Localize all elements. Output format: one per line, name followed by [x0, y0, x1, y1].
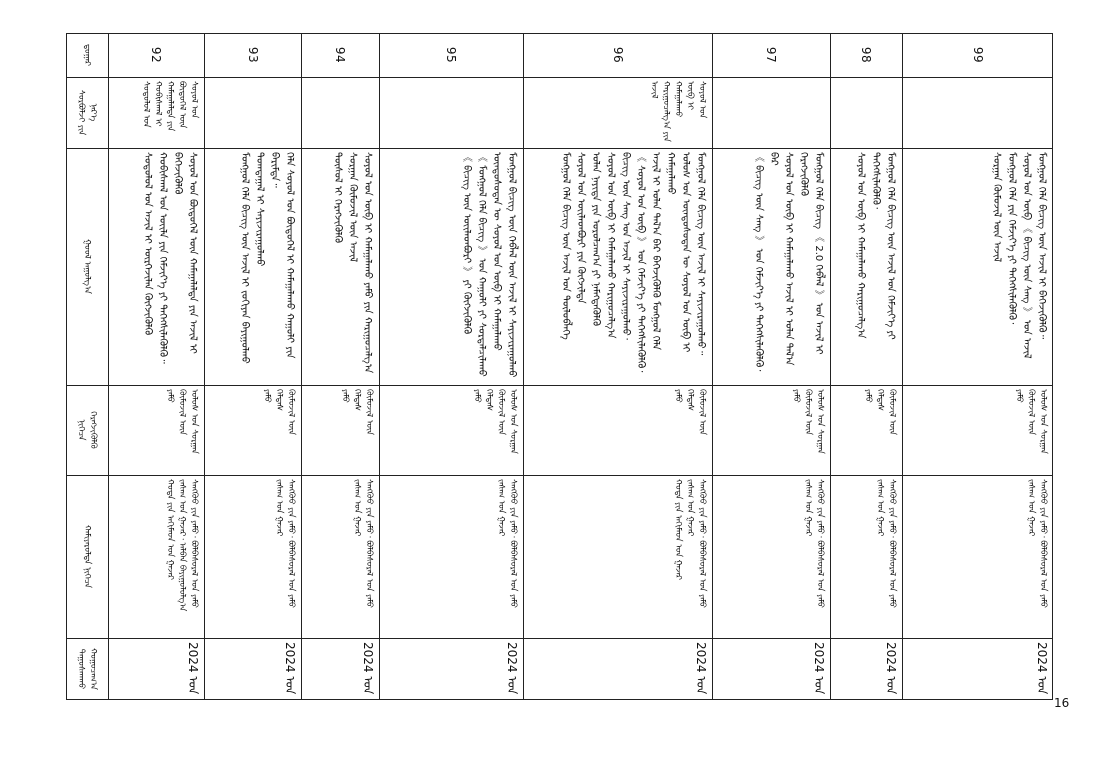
row-basis-text: ᠰᠠᠩᠬᠦᠦ ᠶᠢᠨ ᠶᠠᠮᠤ᠂ ᠪᠣᠯᠪᠠᠰᠤᠷᠠᠯ ᠤᠨ ᠶᠠᠮᠤ ᠵᠠᠰᠠᠭ ᠤᠨ ᠭᠠᠵᠠᠷ᠂ ᠠᠯᠪᠠᠨ ᠪᠠᠶᠢᠭᠤᠯᠤᠯᠭ᠎ᠠ ᠬᠣᠲᠠ ᠶᠢᠨ ᠠᠬᠢᠮᠠᠳ ᠤᠨ ᠭᠠᠵᠠᠷ: [165, 479, 199, 612]
header-col-number: [70, 37, 104, 73]
row-date-text: 2024 ᠣᠨ: [884, 642, 898, 695]
row-unit-text: ᠤᠯᠤᠰ ᠤᠨ ᠰᠤᠷᠭᠠᠨ ᠬᠦᠮᠦᠵᠢᠯ ᠦᠨ ᠬᠡᠯᠲᠡᠰ ᠶᠠᠮᠤ: [472, 389, 518, 454]
row-unit-text: ᠤᠯᠤᠰ ᠤᠨ ᠰᠤᠷᠭᠠᠨ ᠬᠦᠮᠦᠵᠢᠯ ᠦᠨ ᠶᠠᠮᠤ: [165, 389, 199, 454]
row-content-text: ᠮᠣᠩᠭᠣᠯ ᠪᠢᠴᠢᠭ ᠦᠨ ᠬᠡᠪᠯᠡᠯ ᠦᠨ ᠠᠵᠢᠯ ᠢ ᠰᠠᠶᠢᠵᠢᠷᠠᠭᠤᠯᠬᠤ ᠦᠨᠳᠦᠰᠦᠲᠡᠨ ᠦ ᠰᠣᠶᠣᠯ ᠤᠨ ᠥᠪ ᠢ ᠬᠠᠮᠠᠭᠠᠯᠠᠬᠤ 《 ᠮᠣᠩᠭᠣᠯ ᠬᠡᠯᠡ ᠪᠢᠴᠢᠭ 》 ᠤᠨ ᠬᠠᠭᠤᠯᠢ ᠶᠢ ᠰᠤᠷᠲᠠᠯᠴᠢᠯᠠᠬᠤ 《 ᠪᠢᠴᠢᠭ ᠦᠨ ᠦᠢᠯᠡᠳᠪᠦᠷᠢ 》 ᠶᠢ ᠬᠥᠭᠵᠢᠭᠦᠯᠬᠦ: [461, 152, 517, 378]
row-date-text: 2024 ᠣᠨ: [1035, 642, 1049, 695]
table-rule: [66, 33, 1053, 34]
row-date-text: 2024 ᠣᠨ: [186, 642, 200, 695]
row-date: [527, 642, 708, 696]
table-rule: [66, 33, 67, 700]
row-unit: [906, 389, 1049, 471]
row-basis: [906, 479, 1049, 634]
row-number-text: 97: [764, 46, 779, 64]
table-rule: [1052, 33, 1053, 700]
row-name: [112, 81, 200, 144]
row-date-text: 2024 ᠣᠨ: [505, 642, 519, 695]
row-name-text: ᠰᠣᠶᠣᠯ ᠤᠨ ᠥᠪ ᠢ ᠬᠠᠮᠠᠭᠠᠯᠠᠬᠤ ᠬᠠᠷᠢᠭᠤᠴᠠᠯᠭ᠎ᠠ ᠶᠢᠨ ᠠᠵᠢᠯ: [649, 81, 707, 142]
table-rule: [301, 33, 302, 700]
table-rule: [204, 33, 205, 700]
row-date: [383, 642, 519, 696]
table-rule: [108, 33, 109, 700]
row-content-text: ᠮᠣᠩᠭᠣᠯ ᠬᠡᠯᠡ ᠪᠢᠴᠢᠭ ᠦᠨ ᠠᠵᠢᠯ ᠢ ᠰᠠᠶᠢᠵᠢᠷᠠᠭᠤᠯᠬᠤ᠃ ᠤᠯᠤᠰ ᠤᠨ ᠦᠨᠳᠦᠰᠦᠲᠡᠨ ᠦ ᠰᠣᠶᠣᠯ ᠤᠨ ᠥᠪ ᠢ ᠬᠠᠮᠠᠭᠠᠯᠠᠬᠤ ᠠᠵᠢᠯ ᠢ ᠣᠯᠠᠨ ᠲᠠᠯ᠎ᠠ ᠪᠠᠷ ᠪᠡᠬᠡᠵᠢᠭᠦᠯᠬᠦ ᠮᠣᠩᠭᠣᠯ ᠬᠡᠯᠡ 《 ᠰᠣᠶᠣᠯ ᠤᠨ ᠥᠪ 》 ᠤᠨ ᠬᠡᠮᠵᠢᠶ᠎ᠡ ᠶᠢ ᠳᠡᠭᠡᠭᠰᠢᠯᠡᠭᠦᠯᠬᠦ᠂ ᠪᠢᠴᠢᠭ ᠦᠨ ᠰᠠᠩ ᠤᠨ ᠠᠵᠢᠯ ᠢ ᠰᠠᠶᠢᠵᠢᠷᠠᠭᠤᠯᠬᠤ᠂ ᠰᠣᠶᠣᠯ ᠤᠨ ᠥᠪ ᠢ ᠬᠠᠮᠠᠭᠠᠯᠠᠬᠤ ᠬᠠᠷᠢᠭᠤᠴᠠᠯᠭ᠎ᠠ ᠣᠯᠠᠨ ᠨᠡᠶᠢᠲᠡ ᠶᠢᠨ ᠣᠷᠣᠯᠴᠠᠭ᠎ᠠ ᠶᠢ ᠨᠡᠮᠡᠭᠳᠡᠭᠦᠯᠬᠦ ᠰᠣᠶᠣᠯ ᠤᠨ ᠦᠢᠯᠡᠳᠪᠦᠷᠢ ᠶᠢᠨ ᠬᠥᠭᠵᠢᠯᠲᠡ ᠮᠣᠩᠭᠣᠯ ᠬᠡᠯᠡ ᠪᠢᠴᠢᠭ ᠦᠨ ᠠᠵᠢᠯ ᠤᠨ ᠲᠥᠯᠦᠪᠯᠡᠭᠡ: [560, 152, 706, 373]
row-unit-text: ᠤᠯᠤᠰ ᠤᠨ ᠰᠤᠷᠭᠠᠨ ᠬᠦᠮᠦᠵᠢᠯ ᠦᠨ ᠶᠠᠮᠤ: [1014, 389, 1048, 454]
row-number: [716, 37, 826, 73]
row-content-text: ᠮᠣᠩᠭᠣᠯ ᠬᠡᠯᠡ ᠪᠢᠴᠢᠭ ᠦᠨ ᠠᠵᠢᠯ ᠤᠨ ᠬᠡᠮᠵᠢᠶ᠎ᠡ ᠶᠢ ᠳᠡᠭᠡᠭᠰᠢᠯᠡᠭᠦᠯᠬᠦ᠂ ᠰᠣᠶᠣᠯ ᠤᠨ ᠥᠪ ᠢ ᠬᠠᠮᠠᠭᠠᠯᠠᠬᠤ ᠬᠠᠷᠢᠭᠤᠴᠠᠯᠭ᠎ᠠ: [855, 152, 896, 340]
row-date-text: 2024 ᠣᠨ: [283, 642, 297, 695]
header-col-content-text: ᠭᠣᠣᠯ ᠠᠭᠤᠯᠭ᠎ᠠ: [82, 239, 92, 294]
table-rule: [523, 33, 524, 700]
table-rule: [66, 475, 1053, 476]
row-number-text: 96: [611, 46, 625, 64]
row-unit: [527, 389, 708, 471]
row-number: [527, 37, 708, 73]
row-unit-text: ᠤᠯᠤᠰ ᠤᠨ ᠰᠤᠷᠭᠠᠨ ᠬᠦᠮᠦᠵᠢᠯ ᠦᠨ ᠶᠠᠮᠤ: [791, 389, 825, 454]
row-number: [834, 37, 898, 73]
table-rule: [66, 638, 1053, 639]
header-col-basis-text: ᠬᠠᠮᠢᠶᠠᠷᠤᠯᠲᠠ ᠨᠢᠭᠡᠴᠡ: [82, 524, 92, 589]
row-date: [834, 642, 898, 696]
row-content-text: ᠬᠡᠯᠡ ᠰᠤᠶᠤᠯ ᠤᠨ ᠪᠦᠲᠦᠭᠡᠯ ᠢ ᠬᠠᠮᠠᠭᠠᠯᠠᠬᠤ ᠬᠠᠭᠤᠯᠢ ᠶᠢᠨ ᠪᠠᠷᠢᠮᠲᠠ᠃ ᠲᠣᠭᠲᠠᠭᠠᠯ ᠢ ᠰᠠᠶᠢᠵᠢᠷᠠᠭᠤᠯᠬᠤ ᠮᠣᠩᠭᠣᠯ ᠬᠡᠯᠡ ᠪᠢᠴᠢᠭ ᠦᠨ ᠠᠵᠢᠯ ᠢ ᠵᠣᠬᠢᠶᠠᠨ ᠪᠠᠶᠢᠭᠤᠯᠬᠤ: [239, 152, 295, 364]
row-content-text: ᠰᠤᠶᠤᠯ ᠤᠨ ᠥᠪ ᠢ ᠬᠠᠮᠠᠭᠠᠯᠠᠬᠤ ᠶᠠᠮᠤ ᠶᠢᠨ ᠬᠠᠷᠢᠭᠤᠴᠠᠯᠭ᠎ᠠ ᠰᠤᠷᠭᠠᠨ ᠬᠦᠮᠦᠵᠢᠯ ᠦᠨ ᠠᠵᠢᠯ ᠲᠥᠰᠥᠯ ᠢ ᠬᠡᠷᠡᠭᠵᠢᠭᠦᠯᠬᠦ: [332, 152, 373, 374]
row-date: [716, 642, 826, 696]
row-number: [383, 37, 519, 73]
row-basis: [208, 479, 297, 634]
row-unit: [716, 389, 826, 471]
row-basis-text: ᠰᠠᠩᠬᠦᠦ ᠶᠢᠨ ᠶᠠᠮᠤ᠂ ᠪᠣᠯᠪᠠᠰᠤᠷᠠᠯ ᠤᠨ ᠶᠠᠮᠤ ᠵᠠᠰᠠᠭ ᠤᠨ ᠭᠠᠵᠠᠷ: [496, 479, 518, 608]
header-col-content: [70, 152, 104, 381]
row-basis: [527, 479, 708, 634]
row-basis-text: ᠰᠠᠩᠬᠦᠦ ᠶᠢᠨ ᠶᠠᠮᠤ᠂ ᠪᠣᠯᠪᠠᠰᠤᠷᠠᠯ ᠤᠨ ᠶᠠᠮᠤ ᠵᠠᠰᠠᠭ ᠤᠨ ᠭᠠᠵᠠᠷ: [352, 479, 374, 608]
header-col-name-text: ᠨᠡᠷ᠎ᠡ ᠰᠤᠷᠪᠤᠯᠵᠢ ᠶᠢᠨ: [76, 89, 98, 136]
row-unit: [112, 389, 200, 471]
row-date: [906, 642, 1049, 696]
table-rule: [66, 385, 1053, 386]
header-col-unit: [70, 389, 104, 471]
row-content: [906, 152, 1049, 381]
row-date: [112, 642, 200, 696]
row-date-text: 2024 ᠣᠨ: [361, 642, 375, 695]
row-number: [112, 37, 200, 73]
header-col-date-text: ᠬᠤᠭᠤᠴᠠᠭ᠎ᠠ ᠳᠠᠭᠤᠰᠬᠠᠬᠤ: [76, 648, 98, 690]
row-unit: [305, 389, 375, 471]
requirements-table: [66, 33, 1053, 700]
table-rule: [902, 33, 903, 700]
row-content: [305, 152, 375, 381]
row-name-text: ᠰᠣᠶᠣᠯ ᠤᠨ ᠪᠦᠲᠦᠭᠡᠯ ᠦᠨ ᠬᠠᠮᠠᠭᠠᠯᠠᠯᠲᠠ ᠶᠢᠨ ᠬᠤᠪᠢᠰᠬᠠᠯ ᠢ ᠰᠤᠳᠤᠯᠤᠯ ᠤᠨ: [141, 81, 199, 132]
row-content: [383, 152, 519, 381]
row-date-text: 2024 ᠣᠨ: [694, 642, 708, 695]
row-basis: [305, 479, 375, 634]
table-rule: [712, 33, 713, 700]
row-unit-text: ᠬᠦᠮᠦᠵᠢᠯ ᠦᠨ ᠬᠡᠯᠲᠡᠰ ᠶᠠᠮᠤ: [262, 389, 296, 436]
row-basis: [716, 479, 826, 634]
row-basis-text: ᠰᠠᠩᠬᠦᠦ ᠶᠢᠨ ᠶᠠᠮᠤ᠂ ᠪᠣᠯᠪᠠᠰᠤᠷᠠᠯ ᠤᠨ ᠶᠠᠮᠤ ᠵᠠᠰᠠᠭ ᠤᠨ ᠭᠠᠵᠠᠷ: [274, 479, 296, 608]
table-rule: [66, 77, 1053, 78]
row-number: [208, 37, 297, 73]
header-col-name: [70, 81, 104, 144]
row-number-text: 99: [971, 46, 985, 64]
header-col-date: [70, 642, 104, 696]
row-number-text: 98: [859, 46, 874, 64]
row-content-text: ᠮᠣᠩᠭᠣᠯ ᠬᠡᠯᠡ ᠪᠢᠴᠢᠭ 《 2.0 ᠬᠡᠪᠯᠡᠯ 》 ᠤᠨ ᠠᠵᠢᠯ ᠢ ᠬᠡᠷᠡᠭᠵᠢᠭᠦᠯᠬᠦ ᠰᠣᠶᠣᠯ ᠤᠨ ᠥᠪ ᠢ ᠬᠠᠮᠠᠭᠠᠯᠠᠬᠤ ᠠᠵᠢᠯ ᠢ ᠣᠯᠠᠨ ᠲᠠᠯ᠎ᠠ ᠪᠠᠷ 《 ᠪᠢᠴᠢᠭ ᠦᠨ ᠰᠠᠩ 》 ᠤᠨ ᠬᠡᠮᠵᠢᠶ᠎ᠡ ᠶᠢ ᠳᠡᠭᠡᠭᠰᠢᠯᠡᠭᠦᠯᠬᠦ᠂: [753, 152, 824, 372]
row-content: [716, 152, 826, 381]
table-rule: [379, 33, 380, 700]
row-number: [305, 37, 375, 73]
row-content: [527, 152, 708, 381]
header-col-number-text: ᠳ᠋ᠤᠭᠠᠷ: [82, 43, 92, 67]
row-basis: [112, 479, 200, 634]
row-unit-text: ᠬᠦᠮᠦᠵᠢᠯ ᠦᠨ ᠬᠡᠯᠲᠡᠰ ᠶᠠᠮᠤ: [673, 389, 707, 436]
row-date-text: 2024 ᠣᠨ: [812, 642, 826, 695]
row-date: [305, 642, 375, 696]
row-name: [527, 81, 708, 144]
table-rule: [830, 33, 831, 700]
row-basis-text: ᠰᠠᠩᠬᠦᠦ ᠶᠢᠨ ᠶᠠᠮᠤ᠂ ᠪᠣᠯᠪᠠᠰᠤᠷᠠᠯ ᠤᠨ ᠶᠠᠮᠤ ᠵᠠᠰᠠᠭ ᠤᠨ ᠭᠠᠵᠠᠷ ᠬᠣᠲᠠ ᠶᠢᠨ ᠠᠬᠢᠮᠠᠳ ᠤᠨ ᠭᠠᠵᠠᠷ: [673, 479, 707, 608]
row-number-text: 95: [444, 46, 459, 64]
row-basis-text: ᠰᠠᠩᠬᠦᠦ ᠶᠢᠨ ᠶᠠᠮᠤ᠂ ᠪᠣᠯᠪᠠᠰᠤᠷᠠᠯ ᠤᠨ ᠶᠠᠮᠤ ᠵᠠᠰᠠᠭ ᠤᠨ ᠭᠠᠵᠠᠷ: [803, 479, 825, 608]
row-date: [208, 642, 297, 696]
row-unit: [208, 389, 297, 471]
page-number: 16: [1054, 696, 1070, 710]
row-unit: [383, 389, 519, 471]
row-basis: [383, 479, 519, 634]
row-content-text: ᠰᠣᠶᠣᠯ ᠤᠨ ᠪᠦᠲᠦᠭᠡᠯ ᠦᠨ ᠬᠠᠮᠠᠭᠠᠯᠠᠯᠲᠠ ᠶᠢᠨ ᠠᠵᠢᠯ ᠢ ᠪᠡᠬᠡᠵᠢᠭᠦᠯᠬᠦ ᠬᠤᠪᠢᠰᠬᠠᠯ ᠤᠨ ᠦᠢᠯᠡ ᠶᠢᠨ ᠬᠡᠮᠵᠢᠶ᠎ᠡ ᠶᠢ ᠳᠡᠭᠡᠭᠰᠢᠯᠡᠭᠦᠯᠬᠦ᠃ ᠰᠤᠳᠤᠯᠤᠯ ᠤᠨ ᠠᠵᠢᠯ ᠢ ᠦᠷᠭᠡᠵᠢᠯᠡᠨ ᠬᠦᠭᠵᠢᠭᠦᠯᠬᠦ: [142, 152, 198, 364]
row-number-text: 94: [333, 46, 348, 64]
row-content: [112, 152, 200, 381]
table-rule: [66, 148, 1053, 149]
table-rule: [66, 699, 1053, 700]
row-unit-text: ᠬᠦᠮᠦᠵᠢᠯ ᠦᠨ ᠬᠡᠯᠲᠡᠰ ᠶᠠᠮᠤ: [340, 389, 374, 436]
row-content: [208, 152, 297, 381]
row-content-text: ᠮᠣᠩᠭᠣᠯ ᠬᠡᠯᠡ ᠪᠢᠴᠢᠭ ᠦᠨ ᠠᠵᠢᠯ ᠢ ᠪᠡᠬᠡᠵᠢᠭᠦᠯᠬᠦ᠃ ᠰᠣᠶᠣᠯ ᠤᠨ ᠥᠪ 《 ᠪᠢᠴᠢᠭ ᠦᠨ ᠰᠠᠩ 》 ᠤᠨ ᠠᠵᠢᠯ ᠮᠣᠩᠭᠣᠯ ᠬᠡᠯᠡ ᠶᠢᠨ ᠬᠡᠮᠵᠢᠶ᠎ᠡ ᠶᠢ ᠳᠡᠭᠡᠭᠰᠢᠯᠡᠭᠦᠯᠬᠦ᠂ ᠰᠤᠷᠭᠠᠨ ᠬᠦᠮᠦᠵᠢᠯ ᠦᠨ ᠠᠵᠢᠯ: [991, 152, 1047, 359]
row-basis-text: ᠰᠠᠩᠬᠦᠦ ᠶᠢᠨ ᠶᠠᠮᠤ᠂ ᠪᠣᠯᠪᠠᠰᠤᠷᠠᠯ ᠤᠨ ᠶᠠᠮᠤ ᠵᠠᠰᠠᠭ ᠤᠨ ᠭᠠᠵᠠᠷ: [1026, 479, 1048, 608]
header-col-unit-text: ᠬᠡᠷᠡᠭᠵᠢᠭᠦᠯᠬᠦ ᠨᠢᠭᠡᠴᠡ: [76, 411, 98, 449]
row-number: [906, 37, 1049, 73]
row-content: [834, 152, 898, 381]
row-unit-text: ᠬᠦᠮᠦᠵᠢᠯ ᠦᠨ ᠬᠡᠯᠲᠡᠰ ᠶᠠᠮᠤ: [863, 389, 897, 436]
row-unit: [834, 389, 898, 471]
row-basis: [834, 479, 898, 634]
row-number-text: 92: [149, 46, 164, 64]
row-number-text: 93: [246, 46, 260, 64]
header-col-basis: [70, 479, 104, 634]
row-basis-text: ᠰᠠᠩᠬᠦᠦ ᠶᠢᠨ ᠶᠠᠮᠤ᠂ ᠪᠣᠯᠪᠠᠰᠤᠷᠠᠯ ᠤᠨ ᠶᠠᠮᠤ ᠵᠠᠰᠠᠭ ᠤᠨ ᠭᠠᠵᠠᠷ: [875, 479, 897, 608]
